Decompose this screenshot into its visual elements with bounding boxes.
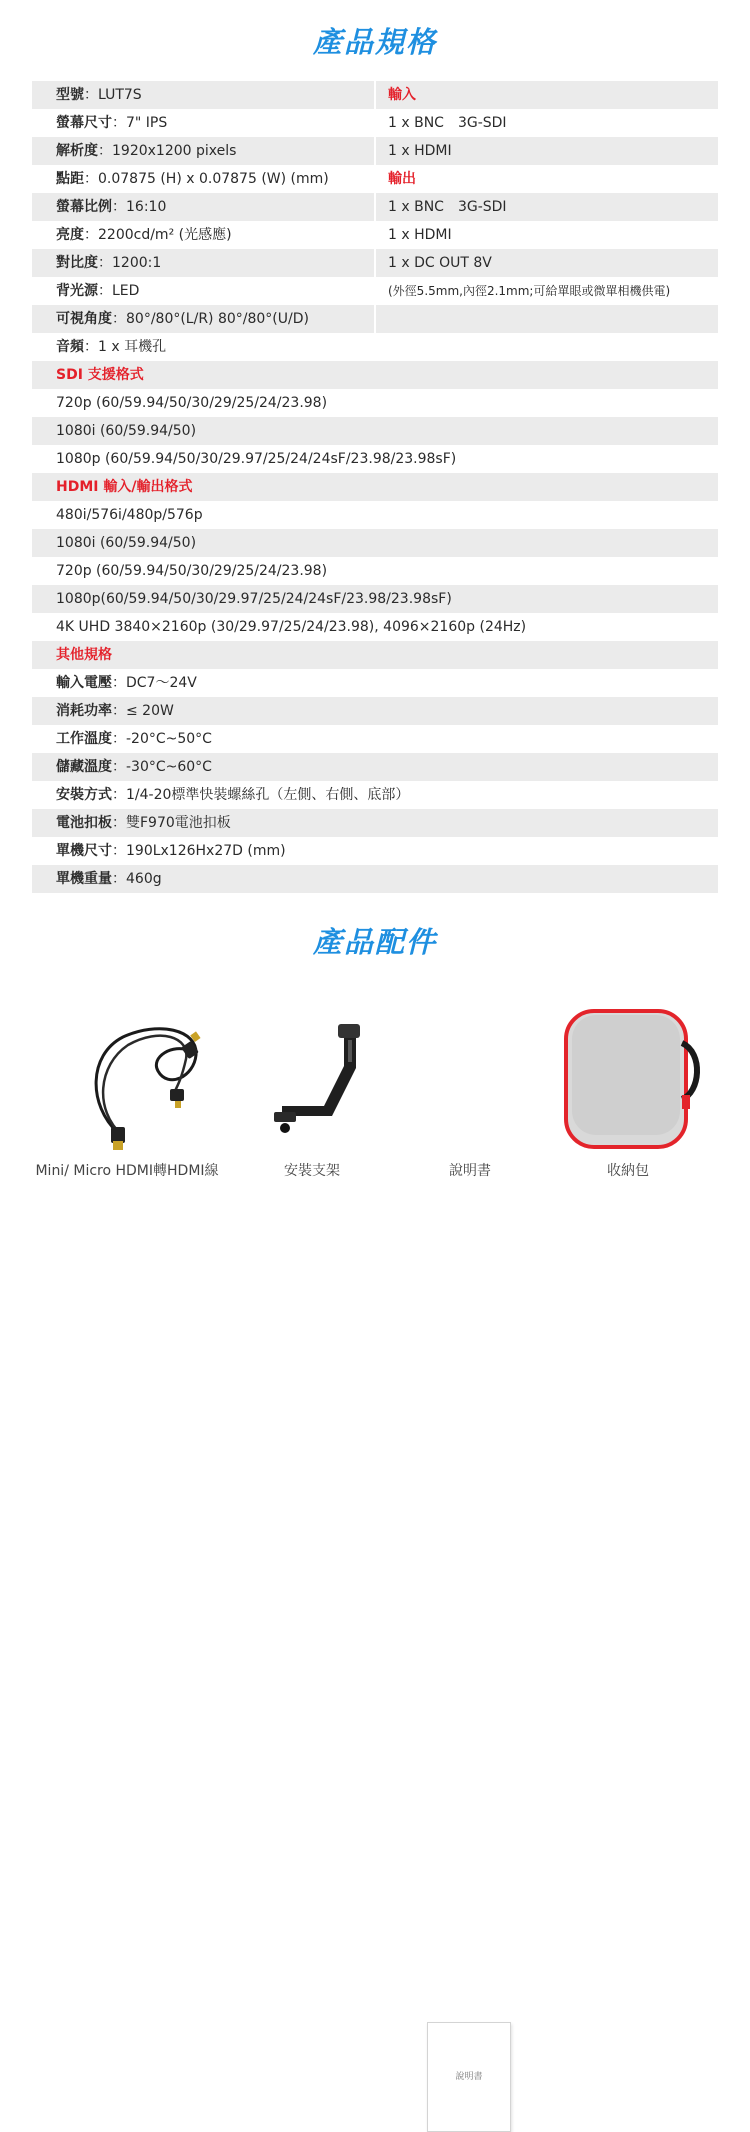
spec-value: ≤ 20W [126, 703, 174, 719]
spec-separator: ： [98, 283, 112, 299]
spec-separator: ： [112, 787, 126, 803]
section-heading: 其他規格 [56, 647, 112, 663]
spec-full-cell [32, 557, 718, 585]
spec-label: 電池扣板 [56, 815, 112, 831]
spec-row [32, 557, 718, 585]
spec-label: 點距 [56, 171, 84, 187]
spec-row [32, 725, 718, 753]
spec-separator: ： [112, 843, 126, 859]
spec-left-cell [32, 193, 374, 221]
spec-table [32, 81, 718, 893]
spec-separator: ： [84, 227, 98, 243]
spec-left-cell [32, 305, 374, 333]
spec-row [32, 417, 718, 445]
spec-right-cell: 1 x HDMI [374, 221, 718, 249]
spec-left-cell [32, 249, 374, 277]
spec-full-cell [32, 809, 718, 837]
spec-full-cell [32, 445, 718, 473]
spec-row [32, 529, 718, 557]
spec-row [32, 837, 718, 865]
spec-label: 輸入電壓 [56, 675, 112, 691]
spec-full-cell [32, 865, 718, 893]
spec-full-cell [32, 529, 718, 557]
spec-full-cell [32, 501, 718, 529]
spec-value: 2200cd/m² (光感應) [98, 227, 232, 243]
spec-separator: ： [112, 199, 126, 215]
spec-row [32, 865, 718, 893]
spec-value: 190Lx126Hx27D (mm) [126, 843, 286, 859]
spec-left-cell [32, 221, 374, 249]
spec-separator: ： [112, 759, 126, 775]
spec-row [32, 137, 718, 165]
spec-left-cell [32, 137, 374, 165]
spec-row [32, 809, 718, 837]
spec-label: 亮度 [56, 227, 84, 243]
spec-row [32, 249, 718, 277]
spec-label: 消耗功率 [56, 703, 112, 719]
spec-label: 音頻 [56, 339, 84, 355]
spec-value: -30°C~60°C [126, 759, 212, 775]
spec-value: LED [112, 283, 140, 299]
spec-left-cell [32, 109, 374, 137]
spec-separator: ： [112, 675, 126, 691]
spec-row [32, 361, 718, 389]
spec-value: 1/4-20標準快裝螺絲孔（左側、右側、底部） [126, 787, 410, 803]
spec-row [32, 445, 718, 473]
spec-right-cell: 1 x HDMI [374, 137, 718, 165]
spec-value: -20°C~50°C [126, 731, 212, 747]
spec-separator: ： [112, 703, 126, 719]
spec-label: 對比度 [56, 255, 98, 271]
spec-value: 1080i (60/59.94/50) [56, 423, 197, 439]
spec-label: 型號 [56, 87, 84, 103]
spec-separator: ： [84, 171, 98, 187]
spec-left-cell [32, 81, 374, 109]
spec-row [32, 193, 718, 221]
spec-separator: ： [98, 255, 112, 271]
spec-separator: ： [112, 311, 126, 327]
spec-row [32, 669, 718, 697]
spec-row [32, 613, 718, 641]
spec-value: 雙F970電池扣板 [126, 815, 231, 831]
spec-label: 工作溫度 [56, 731, 112, 747]
spec-row [32, 165, 718, 193]
spec-full-cell [32, 837, 718, 865]
spec-full-cell [32, 669, 718, 697]
caption-mount-bracket: 安裝支架 [284, 1163, 340, 1179]
spec-value: 0.07875 (H) x 0.07875 (W) (mm) [98, 171, 329, 187]
spec-value: 80°/80°(L/R) 80°/80°(U/D) [126, 311, 309, 327]
spec-full-cell [32, 585, 718, 613]
caption-hdmi-cable: Mini/ Micro HDMI轉HDMI線 [35, 1163, 219, 1179]
spec-separator: ： [112, 115, 126, 131]
spec-value: LUT7S [98, 87, 142, 103]
spec-label: 儲藏溫度 [56, 759, 112, 775]
caption-manual: 說明書 [449, 1163, 491, 1179]
spec-value: 1080i (60/59.94/50) [56, 535, 197, 551]
spec-row [32, 81, 718, 109]
spec-value: 1200:1 [112, 255, 162, 271]
mount-bracket-icon [252, 1020, 382, 1150]
spec-value: DC7～24V [126, 675, 197, 691]
spec-row [32, 277, 718, 305]
spec-label: 單機尺寸 [56, 843, 112, 859]
storage-case-icon [554, 1003, 704, 1153]
spec-row [32, 305, 718, 333]
spec-value: 720p (60/59.94/50/30/29/25/24/23.98) [56, 563, 328, 579]
spec-label: 背光源 [56, 283, 98, 299]
spec-row [32, 585, 718, 613]
spec-label: 可視角度 [56, 311, 112, 327]
accessories-title: 產品配件 [312, 927, 437, 959]
spec-full-cell [32, 781, 718, 809]
manual-icon: 說明書 [427, 2022, 511, 2132]
spec-value: 4K UHD 3840×2160p (30/29.97/25/24/23.98), 4096×2160p (24Hz) [56, 619, 527, 635]
spec-separator: ： [112, 815, 126, 831]
spec-value: 460g [126, 871, 162, 887]
spec-full-cell [32, 333, 718, 361]
spec-label: 螢幕尺寸 [56, 115, 112, 131]
spec-row [32, 753, 718, 781]
spec-value: 480i/576i/480p/576p [56, 507, 203, 523]
spec-value: 1920x1200 pixels [112, 143, 237, 159]
spec-row [32, 221, 718, 249]
spec-full-cell [32, 697, 718, 725]
spec-separator: ： [98, 143, 112, 159]
spec-row [32, 501, 718, 529]
section-heading: HDMI 輸入/輸出格式 [56, 479, 193, 495]
spec-value: 7" IPS [126, 115, 168, 131]
spec-label: 安裝方式 [56, 787, 112, 803]
spec-value: 1 x 耳機孔 [98, 339, 167, 355]
spec-right-cell: 1 x DC OUT 8V [374, 249, 718, 277]
spec-row [32, 389, 718, 417]
spec-right-cell: 1 x BNC 3G-SDI [374, 193, 718, 221]
spec-row [32, 781, 718, 809]
spec-label: 單機重量 [56, 871, 112, 887]
spec-row [32, 109, 718, 137]
spec-value: 1080p (60/59.94/50/30/29.97/25/24/24sF/23.98/23.98sF) [56, 451, 457, 467]
spec-row [32, 333, 718, 361]
spec-label: 螢幕比例 [56, 199, 112, 215]
spec-full-cell [32, 417, 718, 445]
spec-value: 16:10 [126, 199, 167, 215]
spec-separator: ： [112, 731, 126, 747]
spec-value: 1080p(60/59.94/50/30/29.97/25/24/24sF/23.98/23.98sF) [56, 591, 452, 607]
spec-full-cell [32, 613, 718, 641]
spec-row [32, 641, 718, 669]
spec-separator: ： [112, 871, 126, 887]
spec-label: 解析度 [56, 143, 98, 159]
spec-separator: ： [84, 339, 98, 355]
spec-full-cell [32, 389, 718, 417]
spec-right-cell: 輸出 [374, 165, 718, 193]
spec-left-cell [32, 277, 374, 305]
spec-right-cell [374, 305, 718, 333]
spec-row [32, 473, 718, 501]
spec-value: 720p (60/59.94/50/30/29/25/24/23.98) [56, 395, 328, 411]
section-heading: SDI 支援格式 [56, 367, 144, 383]
spec-full-cell [32, 753, 718, 781]
hdmi-cable-icon [78, 1015, 228, 1155]
spec-right-cell: 1 x BNC 3G-SDI [374, 109, 718, 137]
caption-storage-case: 收納包 [607, 1163, 649, 1179]
spec-left-cell [32, 165, 374, 193]
spec-right-cell: (外徑5.5mm,內徑2.1mm;可給單眼或微單相機供電) [374, 277, 718, 305]
spec-right-cell: 輸入 [374, 81, 718, 109]
spec-full-cell [32, 725, 718, 753]
spec-row [32, 697, 718, 725]
spec-separator: ： [84, 87, 98, 103]
specs-title: 產品規格 [312, 27, 437, 59]
